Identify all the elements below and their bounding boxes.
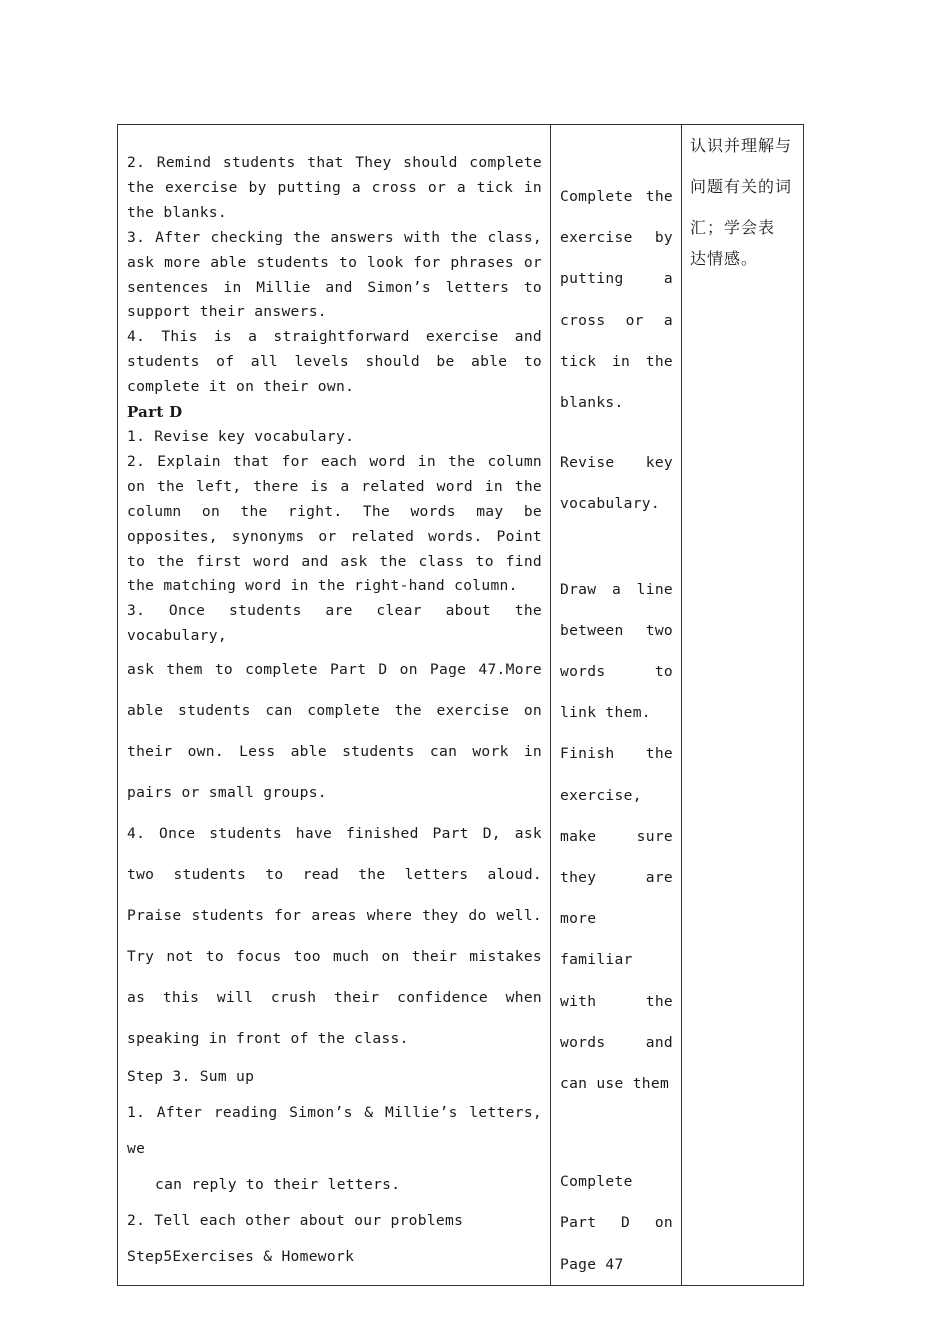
step-paragraph: 2. Remind students that They should complete the exercise by putting a cross or a tick in the blanks. bbox=[127, 154, 542, 221]
table-row bbox=[118, 125, 804, 1286]
objective-line: 认识并理解与 bbox=[690, 136, 793, 155]
step-paragraph: 4. Once students have finished Part D, ask two students to read the letters aloud. Praise students for areas where they do well. Try not to focus too much on their mistakes as this will crush their confidence when speaking in front of the class. bbox=[127, 825, 542, 1048]
lesson-plan-table bbox=[117, 124, 804, 1286]
step-paragraph: 3. After checking the answers with the class, ask more able students to look for phrases or sentences in Millie and Simon’s letters to support their answers. bbox=[127, 228, 542, 321]
student-activity-cell bbox=[551, 125, 682, 1286]
teacher-activity-cell bbox=[118, 125, 551, 1286]
step-paragraph: 2. Tell each other about our problems bbox=[127, 1212, 464, 1230]
student-activity: Complete the exercise by putting a cross or a tick in the blanks. bbox=[560, 188, 673, 412]
objective-line: 问题有关的词 bbox=[690, 177, 793, 196]
student-activity: Finish the exercise, make sure they are more familiar with the words and can use them bbox=[560, 745, 673, 1093]
objective-line: 达情感。 bbox=[690, 249, 759, 268]
step-paragraph: 1. After reading Simon’s & Millie’s letters, we bbox=[127, 1104, 542, 1158]
step-paragraph: 4. This is a straightforward exercise and students of all levels should be able to complete it on their own. bbox=[127, 328, 542, 396]
step-paragraph: ask them to complete Part D on Page 47.More able students can complete the exercise on their own. Less able students can work in pairs or small groups. bbox=[127, 661, 542, 802]
student-activity: Complete Part D on Page 47 bbox=[560, 1173, 673, 1273]
step-paragraph: 2. Explain that for each word in the column on the left, there is a related word in the column on the right. The words may be opposites, synonyms or related words. Point to the first word and ask the class to find the matching word in the right-hand column. bbox=[127, 452, 542, 595]
objective-line: 汇；学会表 bbox=[690, 218, 776, 237]
objective-cell bbox=[682, 125, 804, 1286]
student-activity: Draw a line between two words to link them. bbox=[560, 580, 673, 722]
step-paragraph: 1. Revise key vocabulary. bbox=[127, 427, 355, 445]
step-paragraph: can reply to their letters. bbox=[155, 1176, 401, 1194]
step-heading: Step5Exercises & Homework bbox=[127, 1248, 355, 1266]
section-heading: Part D bbox=[127, 403, 183, 422]
student-activity: Revise key vocabulary. bbox=[560, 454, 673, 513]
step-heading: Step 3. Sum up bbox=[127, 1068, 255, 1086]
step-paragraph: 3. Once students are clear about the vocabulary, bbox=[127, 602, 542, 645]
